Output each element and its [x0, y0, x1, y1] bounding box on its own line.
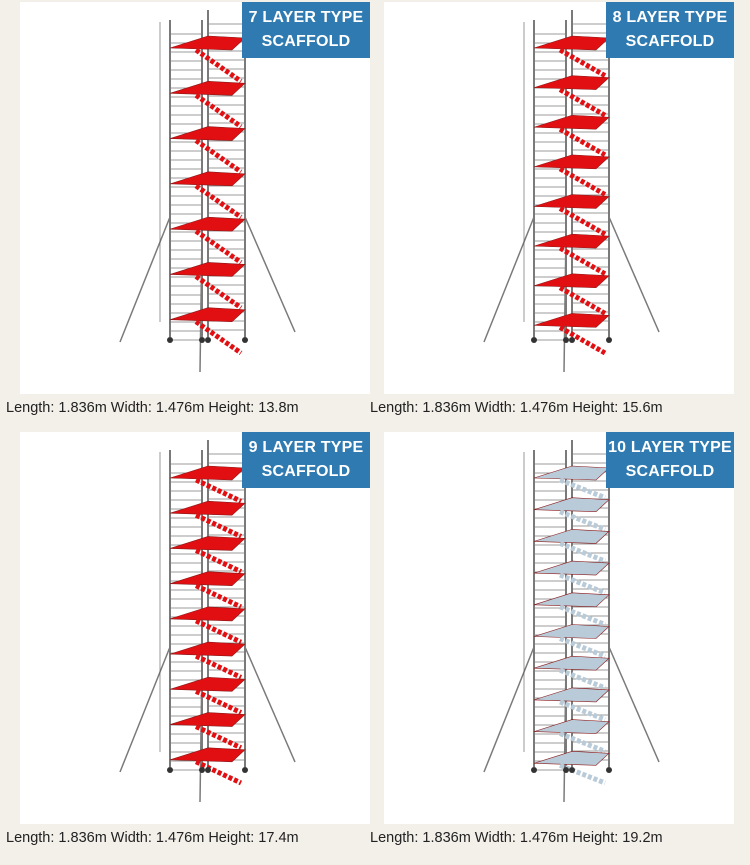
badge-subtitle: SCAFFOLD [625, 33, 715, 50]
stabilizer-leg [120, 217, 170, 342]
stabilizer-leg [120, 647, 170, 772]
caster-wheel [242, 337, 248, 343]
caster-wheel [205, 337, 211, 343]
platform-deck [534, 625, 609, 639]
badge-title: 9 LAYER TYPE [248, 439, 364, 456]
badge-title: 10 LAYER TYPE [608, 439, 732, 456]
platform-deck [170, 572, 245, 586]
caster-wheel [563, 337, 569, 343]
platform-deck [170, 536, 245, 550]
stabilizer-leg [484, 217, 534, 342]
platform-deck [170, 217, 245, 231]
platform-deck [170, 713, 245, 727]
platform-deck [170, 748, 245, 762]
scaffold-image-panel [20, 432, 370, 824]
badge-subtitle: SCAFFOLD [261, 463, 351, 480]
stabilizer-leg [609, 647, 659, 762]
platform-deck [534, 274, 609, 288]
caster-wheel [606, 767, 612, 773]
platform-deck [534, 720, 609, 734]
dimensions-caption: Length: 1.836m Width: 1.476m Height: 13.8m [6, 400, 299, 416]
platform-deck [534, 751, 609, 765]
platform-deck [534, 593, 609, 607]
caster-wheel [569, 767, 575, 773]
scaffold-image-panel [384, 2, 734, 394]
layer-type-badge [606, 2, 734, 58]
caster-wheel [569, 337, 575, 343]
caster-wheel [167, 337, 173, 343]
caster-wheel [563, 767, 569, 773]
caster-wheel [531, 337, 537, 343]
badge-subtitle: SCAFFOLD [261, 33, 351, 50]
caster-wheel [531, 767, 537, 773]
badge-title: 7 LAYER TYPE [248, 9, 364, 26]
scaffold-image-panel [20, 2, 370, 394]
platform-deck [534, 656, 609, 670]
platform-deck [534, 195, 609, 209]
dimensions-caption: Length: 1.836m Width: 1.476m Height: 15.6m [370, 400, 663, 416]
caster-wheel [167, 767, 173, 773]
platform-deck [170, 308, 245, 322]
stabilizer-leg [484, 647, 534, 772]
caster-wheel [199, 767, 205, 773]
stabilizer-leg [245, 217, 295, 332]
platform-deck [170, 127, 245, 141]
stabilizer-leg [609, 217, 659, 332]
platform-deck [170, 501, 245, 515]
scaffold-image-panel [384, 432, 734, 824]
dimensions-caption: Length: 1.836m Width: 1.476m Height: 17.4m [6, 830, 299, 846]
platform-deck [534, 688, 609, 702]
layer-type-badge [242, 432, 370, 488]
platform-deck [534, 529, 609, 543]
scaffold-drawing [20, 432, 370, 824]
platform-deck [170, 677, 245, 691]
layer-type-badge [242, 2, 370, 58]
badge-title: 8 LAYER TYPE [612, 9, 728, 26]
layer-type-badge [606, 432, 734, 488]
platform-deck [170, 172, 245, 186]
scaffold-drawing [384, 2, 734, 394]
platform-deck [534, 76, 609, 90]
caster-wheel [242, 767, 248, 773]
platform-deck [170, 262, 245, 276]
caster-wheel [205, 767, 211, 773]
dimensions-caption: Length: 1.836m Width: 1.476m Height: 19.2m [370, 830, 663, 846]
platform-deck [534, 155, 609, 169]
caster-wheel [606, 337, 612, 343]
badge-subtitle: SCAFFOLD [625, 463, 715, 480]
caster-wheel [199, 337, 205, 343]
scaffold-drawing [20, 2, 370, 394]
stabilizer-leg [245, 647, 295, 762]
platform-deck [534, 115, 609, 129]
platform-deck [170, 607, 245, 621]
platform-deck [534, 313, 609, 327]
scaffold-drawing [384, 432, 734, 824]
